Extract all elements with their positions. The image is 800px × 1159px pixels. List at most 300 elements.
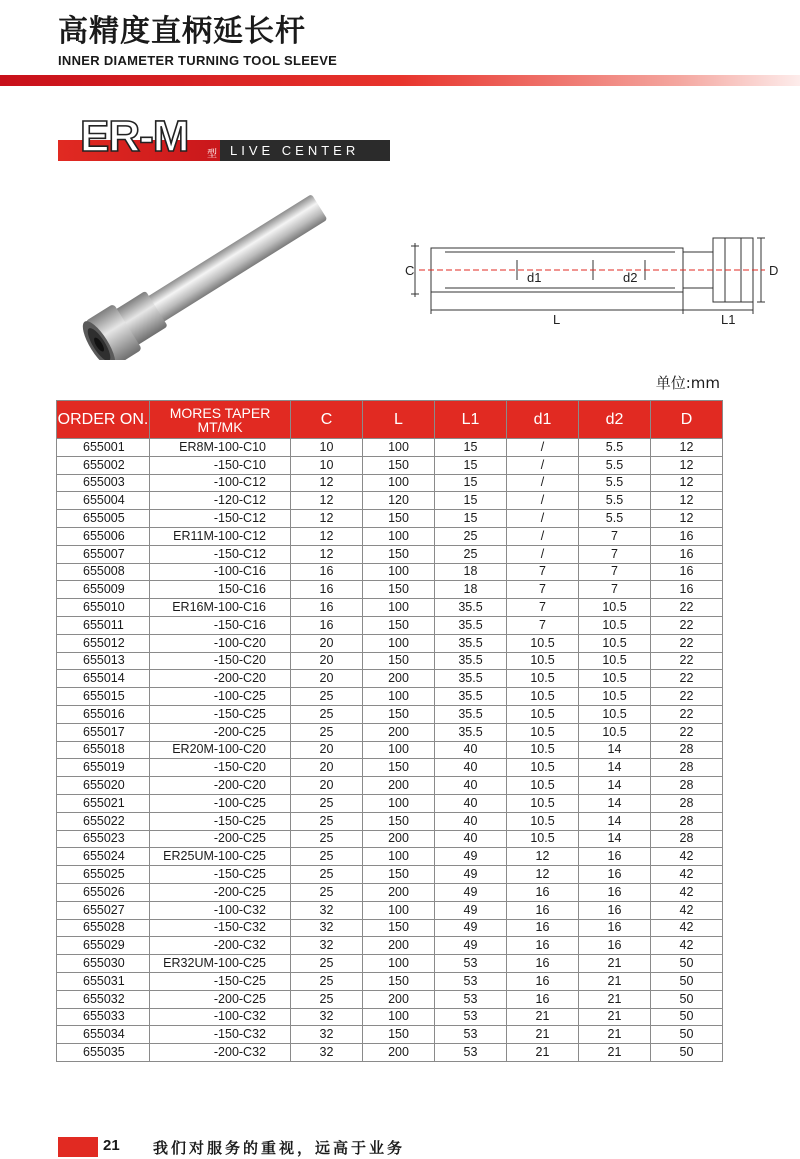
table-cell: 25 (291, 830, 363, 848)
table-cell: 655008 (57, 563, 150, 581)
column-header: D (651, 401, 723, 439)
table-cell: 655015 (57, 688, 150, 706)
table-cell: 22 (651, 723, 723, 741)
column-header: C (291, 401, 363, 439)
table-row (57, 439, 723, 457)
table-cell: 32 (291, 919, 363, 937)
table-cell: 28 (651, 759, 723, 777)
table-cell: -100-C32 (150, 901, 291, 919)
table-row (57, 1044, 723, 1062)
table-cell: -150-C20 (150, 759, 291, 777)
table-cell: -120-C12 (150, 492, 291, 510)
table-cell: 655026 (57, 883, 150, 901)
table-row (57, 990, 723, 1008)
table-cell: 100 (363, 474, 435, 492)
table-cell: 5.5 (579, 492, 651, 510)
table-cell: 16 (291, 599, 363, 617)
table-cell: -200-C32 (150, 937, 291, 955)
table-cell: -200-C25 (150, 723, 291, 741)
table-cell: 18 (435, 563, 507, 581)
table-cell: 12 (651, 492, 723, 510)
table-cell: 16 (507, 901, 579, 919)
table-row (57, 599, 723, 617)
table-header-row (57, 401, 723, 439)
table-cell: 16 (507, 972, 579, 990)
table-cell: 7 (507, 616, 579, 634)
table-cell: 655006 (57, 527, 150, 545)
table-cell: 12 (291, 510, 363, 528)
table-cell: / (507, 510, 579, 528)
table-cell: 655024 (57, 848, 150, 866)
table-row (57, 545, 723, 563)
table-row (57, 830, 723, 848)
table-cell: 655004 (57, 492, 150, 510)
table-cell: 655028 (57, 919, 150, 937)
table-cell: 655018 (57, 741, 150, 759)
table-cell: 150 (363, 972, 435, 990)
table-cell: 14 (579, 741, 651, 759)
table-cell: -150-C12 (150, 545, 291, 563)
table-cell: -150-C25 (150, 866, 291, 884)
dim-label-d: D (769, 263, 779, 278)
table-cell: 200 (363, 723, 435, 741)
table-row (57, 723, 723, 741)
spec-table (56, 400, 723, 1062)
table-cell: 15 (435, 474, 507, 492)
table-cell: 20 (291, 759, 363, 777)
table-row (57, 972, 723, 990)
table-row (57, 527, 723, 545)
table-cell: 40 (435, 741, 507, 759)
table-cell: 25 (291, 812, 363, 830)
table-row (57, 634, 723, 652)
table-cell: 150 (363, 919, 435, 937)
table-cell: 10.5 (579, 670, 651, 688)
table-row (57, 1008, 723, 1026)
table-cell: 28 (651, 777, 723, 795)
table-cell: 200 (363, 1044, 435, 1062)
table-row (57, 741, 723, 759)
table-cell: 655012 (57, 634, 150, 652)
table-cell: 16 (579, 937, 651, 955)
table-cell: 40 (435, 794, 507, 812)
table-row (57, 1026, 723, 1044)
table-cell: 100 (363, 741, 435, 759)
table-cell: 50 (651, 1044, 723, 1062)
table-cell: 10.5 (579, 688, 651, 706)
table-cell: 53 (435, 1008, 507, 1026)
table-cell: 100 (363, 955, 435, 973)
column-header: ORDER ON. (57, 401, 150, 439)
table-cell: 21 (579, 1026, 651, 1044)
table-row (57, 688, 723, 706)
table-cell: -150-C16 (150, 616, 291, 634)
table-cell: 7 (579, 545, 651, 563)
table-cell: 100 (363, 1008, 435, 1026)
table-cell: 15 (435, 510, 507, 528)
column-header: d1 (507, 401, 579, 439)
section-suffix: 型 (207, 149, 217, 160)
table-cell: 200 (363, 830, 435, 848)
dim-label-l1: L1 (721, 312, 736, 325)
table-cell: ER8M-100-C10 (150, 439, 291, 457)
table-cell: 22 (651, 670, 723, 688)
table-cell: -150-C12 (150, 510, 291, 528)
table-cell: -150-C10 (150, 456, 291, 474)
table-cell: -100-C20 (150, 634, 291, 652)
table-row (57, 510, 723, 528)
table-cell: 28 (651, 794, 723, 812)
table-cell: 655031 (57, 972, 150, 990)
table-cell: 22 (651, 688, 723, 706)
table-cell: 100 (363, 901, 435, 919)
table-cell: -150-C25 (150, 972, 291, 990)
table-row (57, 759, 723, 777)
table-cell: 655023 (57, 830, 150, 848)
table-cell: 10 (291, 456, 363, 474)
table-cell: 16 (651, 563, 723, 581)
table-row (57, 883, 723, 901)
table-cell: 16 (579, 848, 651, 866)
table-cell: 20 (291, 777, 363, 795)
table-cell: 25 (291, 688, 363, 706)
table-cell: 16 (291, 581, 363, 599)
table-cell: 655001 (57, 439, 150, 457)
table-cell: 7 (579, 581, 651, 599)
table-cell: 150 (363, 581, 435, 599)
table-cell: 28 (651, 741, 723, 759)
table-cell: 10.5 (507, 830, 579, 848)
table-cell: 10.5 (507, 705, 579, 723)
table-cell: 150 (363, 866, 435, 884)
table-cell: 35.5 (435, 705, 507, 723)
table-cell: 15 (435, 439, 507, 457)
table-cell: 655020 (57, 777, 150, 795)
table-row (57, 919, 723, 937)
table-cell: 100 (363, 688, 435, 706)
table-cell: / (507, 492, 579, 510)
table-cell: ER11M-100-C12 (150, 527, 291, 545)
table-row (57, 812, 723, 830)
table-cell: 200 (363, 777, 435, 795)
table-cell: 100 (363, 599, 435, 617)
table-cell: 25 (291, 972, 363, 990)
table-cell: 200 (363, 990, 435, 1008)
table-cell: 150 (363, 545, 435, 563)
table-cell: 25 (291, 705, 363, 723)
dim-label-d2: d2 (623, 270, 638, 285)
table-cell: 22 (651, 616, 723, 634)
table-cell: -100-C12 (150, 474, 291, 492)
table-cell: 35.5 (435, 616, 507, 634)
header-bar (0, 75, 800, 86)
table-cell: 42 (651, 848, 723, 866)
table-cell: -150-C32 (150, 1026, 291, 1044)
table-cell: 655032 (57, 990, 150, 1008)
table-cell: 12 (651, 439, 723, 457)
table-cell: 35.5 (435, 599, 507, 617)
table-cell: 40 (435, 830, 507, 848)
table-cell: 150 (363, 510, 435, 528)
table-cell: 20 (291, 652, 363, 670)
table-cell: 20 (291, 634, 363, 652)
table-cell: 16 (579, 901, 651, 919)
footer-slogan: 我们对服务的重视，远高于业务 (153, 1139, 406, 1157)
table-cell: 21 (579, 990, 651, 1008)
table-cell: -150-C25 (150, 812, 291, 830)
table-cell: 12 (291, 492, 363, 510)
table-cell: 21 (579, 972, 651, 990)
table-cell: 25 (291, 794, 363, 812)
table-cell: 150 (363, 652, 435, 670)
table-cell: 150 (363, 1026, 435, 1044)
table-cell: 20 (291, 741, 363, 759)
table-cell: 655011 (57, 616, 150, 634)
table-cell: 32 (291, 901, 363, 919)
table-row (57, 670, 723, 688)
table-cell: 5.5 (579, 510, 651, 528)
table-cell: 40 (435, 812, 507, 830)
table-cell: 16 (507, 937, 579, 955)
product-photo (70, 170, 360, 360)
table-cell: 10.5 (507, 652, 579, 670)
table-cell: 16 (507, 919, 579, 937)
table-cell: -200-C25 (150, 830, 291, 848)
table-cell: 53 (435, 972, 507, 990)
table-cell: 25 (291, 866, 363, 884)
section-title: ER-M (80, 112, 189, 161)
table-cell: ER16M-100-C16 (150, 599, 291, 617)
table-cell: 21 (507, 1026, 579, 1044)
table-cell: 655034 (57, 1026, 150, 1044)
table-row (57, 901, 723, 919)
table-cell: 25 (291, 883, 363, 901)
table-cell: 16 (579, 883, 651, 901)
page-subtitle: INNER DIAMETER TURNING TOOL SLEEVE (58, 53, 338, 68)
table-cell: 10.5 (507, 723, 579, 741)
table-cell: 655027 (57, 901, 150, 919)
table-cell: 25 (291, 990, 363, 1008)
table-cell: 25 (435, 545, 507, 563)
column-header: L (363, 401, 435, 439)
table-cell: 14 (579, 830, 651, 848)
column-header: MORES TAPER MT/MK (150, 401, 291, 439)
table-cell: 16 (507, 883, 579, 901)
table-cell: 10.5 (579, 599, 651, 617)
table-cell: 10.5 (579, 652, 651, 670)
table-cell: 32 (291, 1044, 363, 1062)
table-cell: 100 (363, 563, 435, 581)
table-cell: / (507, 456, 579, 474)
table-cell: 150 (363, 456, 435, 474)
table-row (57, 474, 723, 492)
table-cell: / (507, 527, 579, 545)
table-cell: 22 (651, 705, 723, 723)
table-cell: 35.5 (435, 723, 507, 741)
table-cell: 50 (651, 1008, 723, 1026)
table-cell: 42 (651, 883, 723, 901)
table-cell: 655013 (57, 652, 150, 670)
footer-accent (58, 1137, 98, 1157)
table-row (57, 456, 723, 474)
table-cell: 12 (507, 848, 579, 866)
table-cell: 10 (291, 439, 363, 457)
table-cell: 53 (435, 990, 507, 1008)
table-cell: 28 (651, 812, 723, 830)
table-cell: 655002 (57, 456, 150, 474)
table-cell: 16 (579, 919, 651, 937)
table-cell: 21 (579, 1044, 651, 1062)
table-cell: -100-C16 (150, 563, 291, 581)
table-cell: 15 (435, 492, 507, 510)
table-cell: 150 (363, 812, 435, 830)
table-cell: 21 (507, 1044, 579, 1062)
table-cell: 35.5 (435, 688, 507, 706)
table-cell: -200-C20 (150, 777, 291, 795)
table-cell: 16 (291, 563, 363, 581)
table-cell: 150-C16 (150, 581, 291, 599)
table-cell: 16 (507, 955, 579, 973)
table-cell: 10.5 (579, 634, 651, 652)
table-cell: 53 (435, 955, 507, 973)
table-row (57, 955, 723, 973)
table-cell: 25 (291, 955, 363, 973)
unit-label: 单位:mm (655, 374, 720, 392)
table-cell: 10.5 (579, 723, 651, 741)
table-cell: 49 (435, 848, 507, 866)
table-cell: 32 (291, 1026, 363, 1044)
table-cell: 10.5 (579, 616, 651, 634)
dim-label-l: L (553, 312, 561, 325)
table-cell: 21 (579, 1008, 651, 1026)
table-cell: 12 (291, 545, 363, 563)
table-cell: 35.5 (435, 652, 507, 670)
table-cell: 16 (579, 866, 651, 884)
table-row (57, 937, 723, 955)
table-cell: 655022 (57, 812, 150, 830)
table-cell: 655009 (57, 581, 150, 599)
table-cell: 12 (291, 527, 363, 545)
table-cell: 10.5 (507, 777, 579, 795)
table-cell: ER20M-100-C20 (150, 741, 291, 759)
table-cell: 12 (291, 474, 363, 492)
table-cell: 200 (363, 937, 435, 955)
table-cell: 655014 (57, 670, 150, 688)
table-cell: 5.5 (579, 439, 651, 457)
table-cell: 14 (579, 794, 651, 812)
table-cell: 10.5 (579, 705, 651, 723)
table-cell: 50 (651, 1026, 723, 1044)
table-cell: 16 (507, 990, 579, 1008)
table-cell: 22 (651, 599, 723, 617)
table-cell: 16 (291, 616, 363, 634)
table-cell: 655033 (57, 1008, 150, 1026)
table-cell: 7 (579, 563, 651, 581)
table-cell: 50 (651, 972, 723, 990)
table-cell: -150-C20 (150, 652, 291, 670)
table-row (57, 563, 723, 581)
table-row (57, 777, 723, 795)
table-cell: -200-C32 (150, 1044, 291, 1062)
table-cell: 10.5 (507, 688, 579, 706)
table-cell: 25 (435, 527, 507, 545)
table-cell: -200-C25 (150, 990, 291, 1008)
table-cell: 200 (363, 670, 435, 688)
table-cell: 10.5 (507, 812, 579, 830)
table-cell: 7 (507, 563, 579, 581)
table-cell: 14 (579, 812, 651, 830)
table-cell: -200-C25 (150, 883, 291, 901)
table-cell: 14 (579, 777, 651, 795)
table-cell: ER25UM-100-C25 (150, 848, 291, 866)
column-header: d2 (579, 401, 651, 439)
table-cell: 42 (651, 866, 723, 884)
table-cell: 12 (651, 510, 723, 528)
table-cell: / (507, 474, 579, 492)
table-cell: 22 (651, 652, 723, 670)
table-cell: -100-C32 (150, 1008, 291, 1026)
table-cell: 49 (435, 901, 507, 919)
table-cell: -150-C25 (150, 705, 291, 723)
table-cell: 5.5 (579, 456, 651, 474)
table-cell: 25 (291, 848, 363, 866)
table-cell: 655005 (57, 510, 150, 528)
table-row (57, 794, 723, 812)
table-cell: 10.5 (507, 759, 579, 777)
table-cell: 100 (363, 439, 435, 457)
table-cell: 50 (651, 955, 723, 973)
table-body (57, 439, 723, 1062)
table-cell: 100 (363, 848, 435, 866)
table-cell: 7 (507, 599, 579, 617)
table-row (57, 866, 723, 884)
table-cell: 25 (291, 723, 363, 741)
table-cell: 42 (651, 937, 723, 955)
table-cell: 655030 (57, 955, 150, 973)
page-title: 高精度直柄延长杆 (58, 14, 306, 49)
dim-label-d1: d1 (527, 270, 542, 285)
table-cell: 10.5 (507, 741, 579, 759)
table-cell: 100 (363, 794, 435, 812)
table-cell: 49 (435, 919, 507, 937)
table-cell: 16 (651, 581, 723, 599)
table-cell: 655019 (57, 759, 150, 777)
table-cell: 53 (435, 1026, 507, 1044)
table-cell: 655003 (57, 474, 150, 492)
table-cell: 40 (435, 759, 507, 777)
table-row (57, 616, 723, 634)
table-cell: 10.5 (507, 634, 579, 652)
table-row (57, 848, 723, 866)
table-cell: 16 (651, 545, 723, 563)
table-cell: 28 (651, 830, 723, 848)
table-row (57, 581, 723, 599)
table-row (57, 492, 723, 510)
table-cell: 18 (435, 581, 507, 599)
column-header: L1 (435, 401, 507, 439)
table-cell: 7 (579, 527, 651, 545)
table-cell: 10.5 (507, 794, 579, 812)
table-cell: 42 (651, 919, 723, 937)
table-cell: 655010 (57, 599, 150, 617)
table-cell: 15 (435, 456, 507, 474)
table-cell: 32 (291, 937, 363, 955)
table-cell: -150-C32 (150, 919, 291, 937)
table-cell: 12 (651, 474, 723, 492)
table-cell: -100-C25 (150, 794, 291, 812)
table-cell: 150 (363, 705, 435, 723)
table-cell: 655007 (57, 545, 150, 563)
